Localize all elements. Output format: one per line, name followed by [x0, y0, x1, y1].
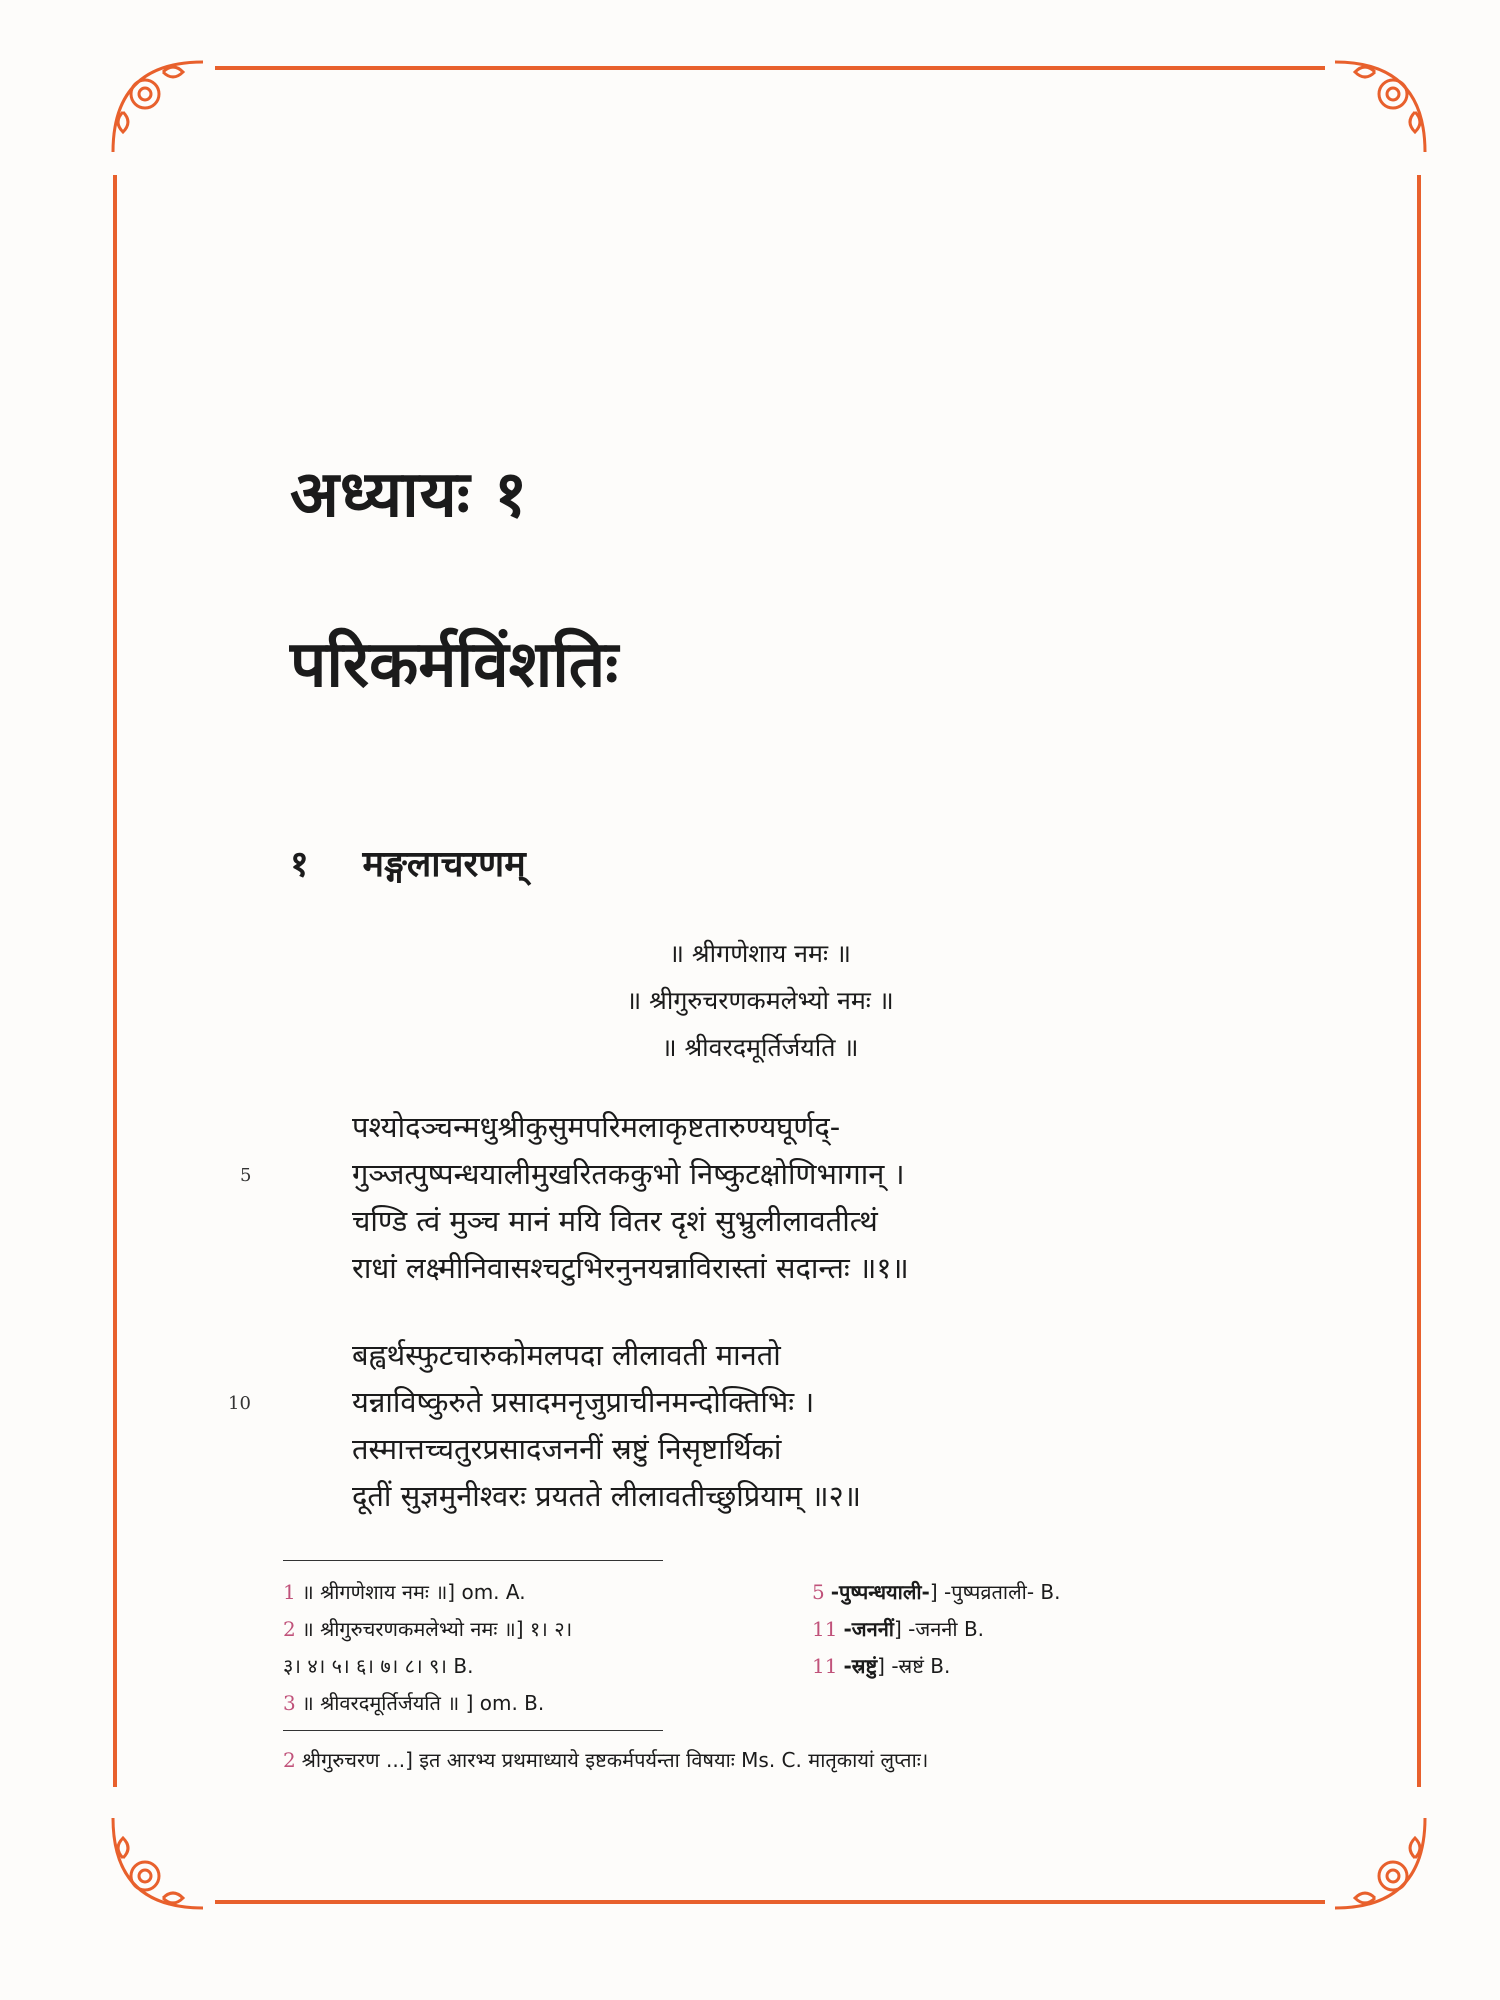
border-bottom [215, 1900, 1325, 1904]
verse-line: चण्डि त्वं मुञ्च मानं मयि वितर दृशं सुभ्रुलीलावतीत्थं [352, 1204, 878, 1238]
line-number: 10 [228, 1393, 251, 1414]
footnote-bottom [283, 1742, 928, 1779]
verse-line: यन्नाविष्कुरुते प्रसादमनृजुप्राचीनमन्दोक्तिभिः । [352, 1385, 815, 1419]
chapter-title: अध्यायः १ [290, 458, 529, 532]
section-title: परिकर्मविंशतिः [290, 628, 619, 702]
corner-ornament-bottom-left [103, 1808, 213, 1918]
footnote-marker: 2 [283, 1748, 296, 1772]
invocation-line: ॥ श्रीगणेशाय नमः ॥ [669, 939, 851, 968]
footnote [812, 1611, 1061, 1648]
verse-2 [352, 1332, 861, 1520]
footnote [812, 1648, 1061, 1685]
invocation-block [480, 930, 1040, 1071]
footnote-text: श्रीगुरुचरण ...] इत आरभ्य प्रथमाध्याये इष्टकर्मपर्यन्ता विषयाः Ms. C. मातृकायां लुप्ताः। [301, 1748, 929, 1772]
footnote-lemma: -जननीं [843, 1617, 894, 1641]
border-right [1417, 175, 1421, 1787]
line-number: 5 [240, 1165, 252, 1186]
subsection-title: मङ्गलाचरणम् [362, 844, 526, 885]
footnote-rule [283, 1560, 663, 1561]
footnote-marker: 5 [812, 1580, 825, 1604]
footnote-text: ॥ श्रीगुरुचरणकमलेभ्यो नमः ॥] १। २। [301, 1617, 573, 1641]
footnote-rule [283, 1730, 663, 1731]
footnote-marker: 1 [283, 1580, 296, 1604]
footnote [812, 1574, 1061, 1611]
corner-ornament-top-left [103, 52, 213, 162]
footnote-marker: 11 [812, 1617, 838, 1641]
footnote-lemma: -पुष्पन्धयाली- [830, 1580, 930, 1604]
footnote [283, 1611, 572, 1648]
footnote-text: ॥ श्रीवरदमूर्तिर्जयति ॥ ] om. B. [301, 1691, 545, 1715]
corner-ornament-bottom-right [1325, 1808, 1435, 1918]
verse-line: बह्वर्थस्फुटचारुकोमलपदा लीलावती मानतो [352, 1338, 781, 1372]
footnote-marker: 3 [283, 1691, 296, 1715]
footnotes-left [283, 1574, 572, 1722]
footnote-variant: ] -पुष्पव्रताली- B. [929, 1580, 1061, 1604]
invocation-line: ॥ श्रीगुरुचरणकमलेभ्यो नमः ॥ [626, 986, 894, 1015]
footnote [283, 1648, 572, 1685]
footnotes-right [812, 1574, 1061, 1685]
footnote-text: ॥ श्रीगणेशाय नमः ॥] om. A. [301, 1580, 526, 1604]
verse-line: गुञ्जत्पुष्पन्धयालीमुखरितककुभो निष्कुटक्षोणिभागान् । [352, 1157, 905, 1191]
verse-line: राधां लक्ष्मीनिवासश्चटुभिरनुनयन्नाविरास्तां सदान्तः ॥१॥ [352, 1251, 909, 1285]
footnote-variant: ] -स्रष्टं B. [877, 1654, 951, 1678]
verse-1 [352, 1104, 909, 1292]
border-left [113, 175, 117, 1787]
footnote-lemma: -स्रष्टुं [843, 1654, 878, 1678]
footnote-variant: ] -जननी B. [893, 1617, 985, 1641]
verse-line: पश्योदञ्चन्मधुश्रीकुसुमपरिमलाकृष्टतारुण्यघूर्णद्- [352, 1110, 841, 1144]
corner-ornament-top-right [1325, 52, 1435, 162]
border-top [215, 66, 1325, 70]
verse-line: तस्मात्तच्चतुरप्रसादजननीं स्रष्टुं निसृष्टार्थिकां [352, 1432, 782, 1466]
invocation-line: ॥ श्रीवरदमूर्तिर्जयति ॥ [661, 1033, 859, 1062]
footnote [283, 1685, 572, 1722]
verse-line: दूतीं सुज्ञमुनीश्वरः प्रयतते लीलावतीच्छुप्रियाम् ॥२॥ [352, 1479, 862, 1513]
footnote [283, 1574, 572, 1611]
subsection-heading [290, 838, 526, 887]
footnote-marker: 11 [812, 1654, 838, 1678]
subsection-number: १ [290, 844, 309, 885]
footnote-marker: 2 [283, 1617, 296, 1641]
footnote-text: ३। ४। ५। ६। ७। ८। ९। B. [283, 1654, 474, 1678]
